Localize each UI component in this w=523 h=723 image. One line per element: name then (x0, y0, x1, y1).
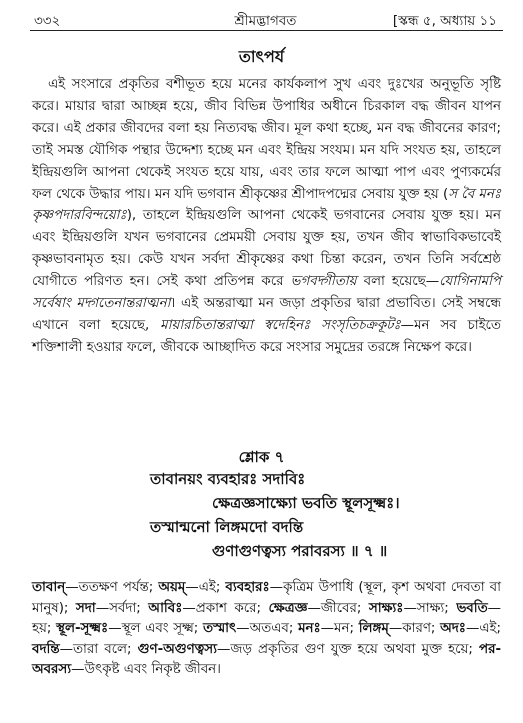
verse-line: গুণাগুণত্বস্য পরাবরস্য ॥ ৭ ॥ (212, 542, 388, 560)
synonym-meaning: —অতএব; (236, 621, 299, 636)
synonym-meaning: —কারণ; (388, 621, 441, 636)
synonym-term: লিঙ্গম্ (358, 621, 389, 636)
purport-paragraph (32, 74, 501, 359)
synonym-meaning: —তারা বলে; (59, 641, 138, 657)
purport-text: —মন সব চাইতে শক্তিশালী হওয়ার ফলে, জীবকে আচ্ছাদিত করে সংসার সমুদ্রের তরঙ্গে নিক্ষেপ করে। (32, 317, 501, 355)
verse-line: ক্ষেত্রজ্ঞসাক্ষ্যো ভবতি স্থূলসূক্ষ্মঃ। (212, 494, 400, 512)
purport-quote: স বৈ মনঃ কৃষ্ণপদারবিন্দয়োঃ (32, 186, 501, 224)
purport-quote: ভগবদ্গীতায় (290, 274, 357, 290)
synonym-term: মনঃ (298, 621, 321, 636)
purport-text: বলা হয়েছে— (356, 274, 440, 290)
synonym-term: অয়ম্ (158, 580, 186, 595)
synonym-term: আবিঃ (148, 600, 183, 616)
purport-text: ), তাহলে ইন্দ্রিয়গুলি আপনা থেকেই ভগবানের সেবায় যুক্ত হয়। মন এবং ইন্দ্রিয়গুলি যখন ভগবানের প্রেমময়ী সেবায় যুক্ত হয়, তখন জীব স্বাভাবিকভাবেই কৃষ্ণভাবনামৃত হয়। কেউ যখন সর্বদা শ্রীকৃষ্ণের কথা চিন্তা করেন, তখন তিনি সর্বশ্রেষ্ঠ যোগীতে পরিণত হন। সেই কথা প্রতিপন্ন করে (32, 208, 501, 290)
synonym-term: গুণ-অগুণত্বস্য (137, 641, 217, 657)
verse-line: তাবানয়ং ব্যবহারঃ সদাবিঃ (150, 470, 306, 488)
synonym-meaning: —ততক্ষণ পর্যন্ত; (65, 580, 159, 595)
synonym-term: সাক্ষ্যঃ (368, 600, 404, 616)
purport-heading: তাৎপর্য (238, 47, 285, 66)
synonym-meaning: —জীবের; (307, 600, 369, 616)
page-number: ৩৩২ (34, 13, 61, 29)
synonyms (32, 578, 501, 681)
running-header (34, 8, 497, 30)
synonym-term: বদন্তি (32, 641, 60, 657)
synonym-meaning: —প্রকাশ করে; (182, 600, 269, 616)
synonym-term: তাবান্ (32, 580, 66, 595)
synonym-term: স্থূল-সূক্ষ্মঃ (56, 621, 109, 636)
verse-line: তস্মান্মনো লিঙ্গমদো বদন্তি (150, 518, 304, 536)
purport-quote: যোগিনামপি সর্বেষাং মদ্গতেনান্তরাত্মনা (32, 274, 501, 312)
synonym-meaning: —এই; (465, 621, 501, 636)
section-reference: [স্কন্ধ ৫, অধ্যায় ১১ (392, 13, 497, 29)
purport-text: । এই অন্তরাত্মা মন জড়া প্রকৃতির দ্বারা প্রভাবিত। সেই সম্বন্ধে এখানে বলা হয়েছে, (32, 296, 501, 333)
header-rule (30, 30, 503, 31)
synonym-term: ব্যবহারঃ (225, 580, 270, 595)
synonym-meaning: —উৎকৃষ্ট এবং নিকৃষ্ট জীবন। (71, 662, 221, 677)
book-title: শ্রীমদ্ভাগবত (234, 13, 297, 29)
synonym-meaning: —জড় প্রকৃতির গুণ যুক্ত হয়ে অথবা মুক্ত হয়ে; (216, 641, 479, 657)
purport-quote: মায়ারচিতান্তরাত্মা স্বদেহিনঃ সংসৃতিচক্রকূটঃ (160, 317, 401, 333)
purport-text: এই সংসারে প্রকৃতির বশীভূত হয়ে মনের কার্যকলাপ সুখ এবং দুঃখের অনুভূতি সৃষ্টি করে। মায়ার দ্বারা আচ্ছন্ন হয়ে, জীব বিভিন্ন উপাধির অধীনে চিরকাল বদ্ধ জীবন যাপন করে। এই প্রকার জীবদের বলা হয় নিত্যবদ্ধ জীব। মূল কথা হচ্ছে, মন বদ্ধ জীবনের কারণ; তাই সমস্ত যৌগিক পন্থার উদ্দেশ্য হচ্ছে মন এবং ইন্দ্রিয় সংযম। মন যদি সংযত হয়, তাহলে ইন্দ্রিয়গুলি আপনা থেকেই সংযত হয়ে যায়, এবং তার ফলে আত্মা পাপ এবং পুণ্যকর্মের ফল থেকে উদ্ধার পায়। মন যদি ভগবান শ্রীকৃষ্ণের শ্রীপাদপদ্মের সেবায় যুক্ত হয় ( (32, 77, 501, 202)
synonym-term: তস্মাৎ (202, 621, 237, 636)
synonym-term: ভবতি (456, 600, 488, 616)
synonym-term: ক্ষেত্রজ্ঞ (268, 600, 308, 616)
synonym-meaning: —স্থূল এবং সূক্ষ্ম; (108, 621, 203, 636)
verse-number: শ্লোক ৭ (238, 448, 285, 466)
synonym-meaning: —এই; (185, 580, 226, 595)
synonym-term: সদা (75, 600, 96, 616)
synonym-meaning: —হয়; (32, 600, 502, 636)
synonym-meaning: —সাক্ষ্য; (403, 600, 457, 616)
synonym-term: পর-অবরস্য (32, 641, 501, 677)
synonym-meaning: —কৃত্রিম উপাধি (স্থূল, কৃশ অথবা দেবতা বা মানুষ); (32, 580, 502, 616)
synonym-meaning: —সর্বদা; (95, 600, 149, 616)
purport-body (32, 74, 501, 359)
synonym-term: অদঃ (440, 621, 466, 636)
synonym-meaning: —মন; (320, 621, 359, 636)
